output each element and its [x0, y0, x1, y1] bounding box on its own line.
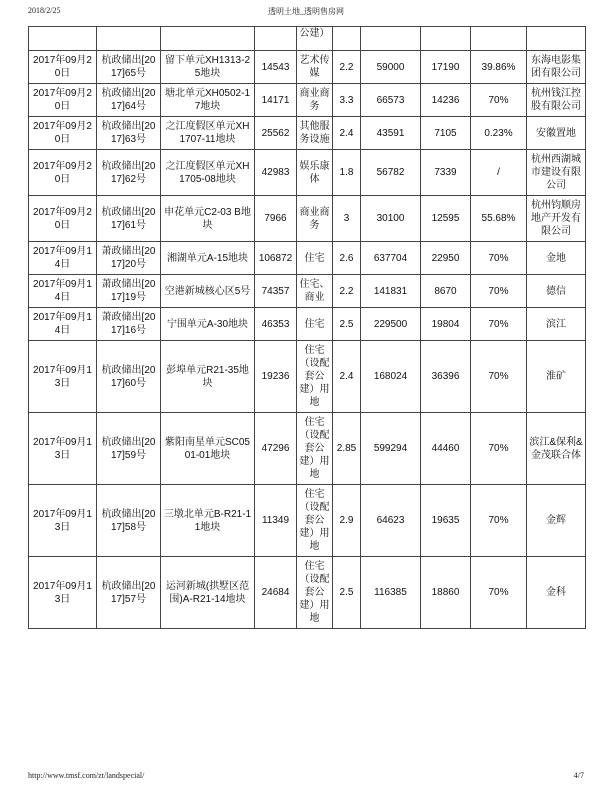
- cell-unit-price: 22950: [421, 242, 471, 275]
- cell-company: 金辉: [527, 485, 586, 557]
- cell-use: 其他服务设施: [297, 117, 333, 150]
- cell-doc-no: 杭政储出[2017]58号: [97, 485, 161, 557]
- cell-doc-no: 杭政储出[2017]59号: [97, 413, 161, 485]
- cell-parcel: 宁围单元A-30地块: [161, 308, 255, 341]
- cell-date: 2017年09月13日: [29, 557, 97, 629]
- cell-premium: 0.23%: [471, 117, 527, 150]
- cell-date: 2017年09月14日: [29, 242, 97, 275]
- cell-doc-no: 杭政储出[2017]64号: [97, 84, 161, 117]
- land-transactions-table: [28, 26, 586, 629]
- cell-far: 2.4: [333, 117, 361, 150]
- cell-far: 2.85: [333, 413, 361, 485]
- cell-far: 2.4: [333, 341, 361, 413]
- cell-far: 2.2: [333, 275, 361, 308]
- cell-far: 2.9: [333, 485, 361, 557]
- page-footer: [28, 768, 584, 780]
- cell-premium: 70%: [471, 557, 527, 629]
- cell-premium: 70%: [471, 275, 527, 308]
- land-table-body: [29, 27, 586, 629]
- cell-use: 商业商务: [297, 84, 333, 117]
- cell-total-price: 64623: [361, 485, 421, 557]
- table-row: [29, 196, 586, 242]
- cell-company: [527, 27, 586, 51]
- cell-parcel: 空港新城核心区5号: [161, 275, 255, 308]
- cell-far: 3: [333, 196, 361, 242]
- cell-unit-price: 7105: [421, 117, 471, 150]
- table-row: [29, 341, 586, 413]
- table-row: [29, 117, 586, 150]
- cell-total-price: [361, 27, 421, 51]
- cell-premium: 70%: [471, 308, 527, 341]
- cell-use: 住宅: [297, 242, 333, 275]
- cell-area: 74357: [255, 275, 297, 308]
- cell-date: 2017年09月13日: [29, 341, 97, 413]
- cell-total-price: 66573: [361, 84, 421, 117]
- cell-parcel: 三墩北单元B-R21-11地块: [161, 485, 255, 557]
- cell-doc-no: 萧政储出[2017]16号: [97, 308, 161, 341]
- cell-premium: 70%: [471, 84, 527, 117]
- cell-total-price: 229500: [361, 308, 421, 341]
- cell-premium: 70%: [471, 242, 527, 275]
- footer-url: http://www.tmsf.com/zt/landspecial/: [28, 771, 145, 780]
- cell-parcel: 紫阳南星单元SC0501-01地块: [161, 413, 255, 485]
- cell-premium: 39.86%: [471, 51, 527, 84]
- cell-date: 2017年09月13日: [29, 413, 97, 485]
- table-row: [29, 150, 586, 196]
- cell-parcel: 彭埠单元R21-35地块: [161, 341, 255, 413]
- cell-doc-no: 杭政储出[2017]61号: [97, 196, 161, 242]
- cell-total-price: 43591: [361, 117, 421, 150]
- cell-parcel: 湘湖单元A-15地块: [161, 242, 255, 275]
- cell-premium: 70%: [471, 341, 527, 413]
- cell-unit-price: 8670: [421, 275, 471, 308]
- cell-use: 艺术传媒: [297, 51, 333, 84]
- cell-doc-no: 萧政储出[2017]20号: [97, 242, 161, 275]
- cell-date: 2017年09月13日: [29, 485, 97, 557]
- cell-use: 娱乐康体: [297, 150, 333, 196]
- cell-company: 杭州西湖城市建设有限公司: [527, 150, 586, 196]
- cell-use: 公建）: [297, 27, 333, 51]
- cell-parcel: 塘北单元XH0502-17地块: [161, 84, 255, 117]
- cell-far: 2.2: [333, 51, 361, 84]
- table-row: [29, 242, 586, 275]
- table-row: [29, 557, 586, 629]
- cell-company: 杭州钧顺房地产开发有限公司: [527, 196, 586, 242]
- cell-total-price: 599294: [361, 413, 421, 485]
- cell-unit-price: 18860: [421, 557, 471, 629]
- print-date: 2018/2/25: [28, 6, 61, 15]
- cell-area: 46353: [255, 308, 297, 341]
- cell-total-price: 141831: [361, 275, 421, 308]
- table-row: [29, 51, 586, 84]
- cell-date: 2017年09月20日: [29, 196, 97, 242]
- cell-date: 2017年09月14日: [29, 275, 97, 308]
- cell-total-price: 637704: [361, 242, 421, 275]
- cell-area: 47296: [255, 413, 297, 485]
- cell-use: 住宅、商业: [297, 275, 333, 308]
- cell-company: 德信: [527, 275, 586, 308]
- cell-doc-no: [97, 27, 161, 51]
- cell-far: 2.5: [333, 308, 361, 341]
- cell-parcel: 申花单元C2-03 B地块: [161, 196, 255, 242]
- cell-date: 2017年09月14日: [29, 308, 97, 341]
- table-row: [29, 84, 586, 117]
- cell-parcel: 留下单元XH1313-25地块: [161, 51, 255, 84]
- cell-unit-price: 19635: [421, 485, 471, 557]
- cell-area: 24684: [255, 557, 297, 629]
- cell-far: 2.5: [333, 557, 361, 629]
- cell-far: 1.8: [333, 150, 361, 196]
- page-header: [28, 6, 584, 18]
- cell-doc-no: 杭政储出[2017]62号: [97, 150, 161, 196]
- cell-doc-no: 杭政储出[2017]63号: [97, 117, 161, 150]
- cell-area: [255, 27, 297, 51]
- cell-area: 7966: [255, 196, 297, 242]
- document-title: 透明土地_透明售房网: [268, 7, 344, 16]
- cell-doc-no: 杭政储出[2017]57号: [97, 557, 161, 629]
- cell-use: 住宅: [297, 308, 333, 341]
- cell-area: 19236: [255, 341, 297, 413]
- cell-unit-price: 7339: [421, 150, 471, 196]
- cell-premium: [471, 27, 527, 51]
- cell-company: 金科: [527, 557, 586, 629]
- cell-unit-price: 12595: [421, 196, 471, 242]
- cell-company: 安徽置地: [527, 117, 586, 150]
- cell-use: 住宅（设配套公建）用地: [297, 341, 333, 413]
- cell-date: [29, 27, 97, 51]
- cell-company: 滨江&保利&金茂联合体: [527, 413, 586, 485]
- cell-premium: /: [471, 150, 527, 196]
- cell-company: 金地: [527, 242, 586, 275]
- cell-total-price: 116385: [361, 557, 421, 629]
- cell-company: 东海电影集团有限公司: [527, 51, 586, 84]
- cell-company: 滨江: [527, 308, 586, 341]
- cell-premium: 70%: [471, 485, 527, 557]
- page-number: 4/7: [573, 771, 584, 780]
- cell-parcel: 运河新城(拱墅区范围)A-R21-14地块: [161, 557, 255, 629]
- cell-date: 2017年09月20日: [29, 84, 97, 117]
- cell-area: 42983: [255, 150, 297, 196]
- cell-company: 淮矿: [527, 341, 586, 413]
- cell-unit-price: [421, 27, 471, 51]
- cell-date: 2017年09月20日: [29, 150, 97, 196]
- cell-date: 2017年09月20日: [29, 51, 97, 84]
- cell-area: 11349: [255, 485, 297, 557]
- cell-total-price: 59000: [361, 51, 421, 84]
- cell-unit-price: 44460: [421, 413, 471, 485]
- cell-area: 25562: [255, 117, 297, 150]
- cell-unit-price: 17190: [421, 51, 471, 84]
- cell-total-price: 168024: [361, 341, 421, 413]
- cell-area: 14543: [255, 51, 297, 84]
- cell-far: 3.3: [333, 84, 361, 117]
- cell-company: 杭州钱江控股有限公司: [527, 84, 586, 117]
- cell-total-price: 56782: [361, 150, 421, 196]
- table-row: [29, 308, 586, 341]
- cell-premium: 70%: [471, 413, 527, 485]
- cell-premium: 55.68%: [471, 196, 527, 242]
- cell-unit-price: 14236: [421, 84, 471, 117]
- cell-far: 2.6: [333, 242, 361, 275]
- cell-doc-no: 杭政储出[2017]65号: [97, 51, 161, 84]
- cell-use: 住宅（设配套公建）用地: [297, 485, 333, 557]
- cell-doc-no: 杭政储出[2017]60号: [97, 341, 161, 413]
- cell-use: 住宅（设配套公建）用地: [297, 413, 333, 485]
- cell-unit-price: 36396: [421, 341, 471, 413]
- cell-unit-price: 19804: [421, 308, 471, 341]
- cell-date: 2017年09月20日: [29, 117, 97, 150]
- cell-total-price: 30100: [361, 196, 421, 242]
- cell-parcel: [161, 27, 255, 51]
- cell-parcel: 之江度假区单元XH1707-11地块: [161, 117, 255, 150]
- table-row: [29, 275, 586, 308]
- table-row: [29, 413, 586, 485]
- table-row: [29, 485, 586, 557]
- cell-parcel: 之江度假区单元XH1705-08地块: [161, 150, 255, 196]
- partial-table-row: [29, 27, 586, 51]
- cell-use: 住宅（设配套公建）用地: [297, 557, 333, 629]
- cell-area: 14171: [255, 84, 297, 117]
- cell-area: 106872: [255, 242, 297, 275]
- cell-use: 商业商务: [297, 196, 333, 242]
- cell-far: [333, 27, 361, 51]
- cell-doc-no: 萧政储出[2017]19号: [97, 275, 161, 308]
